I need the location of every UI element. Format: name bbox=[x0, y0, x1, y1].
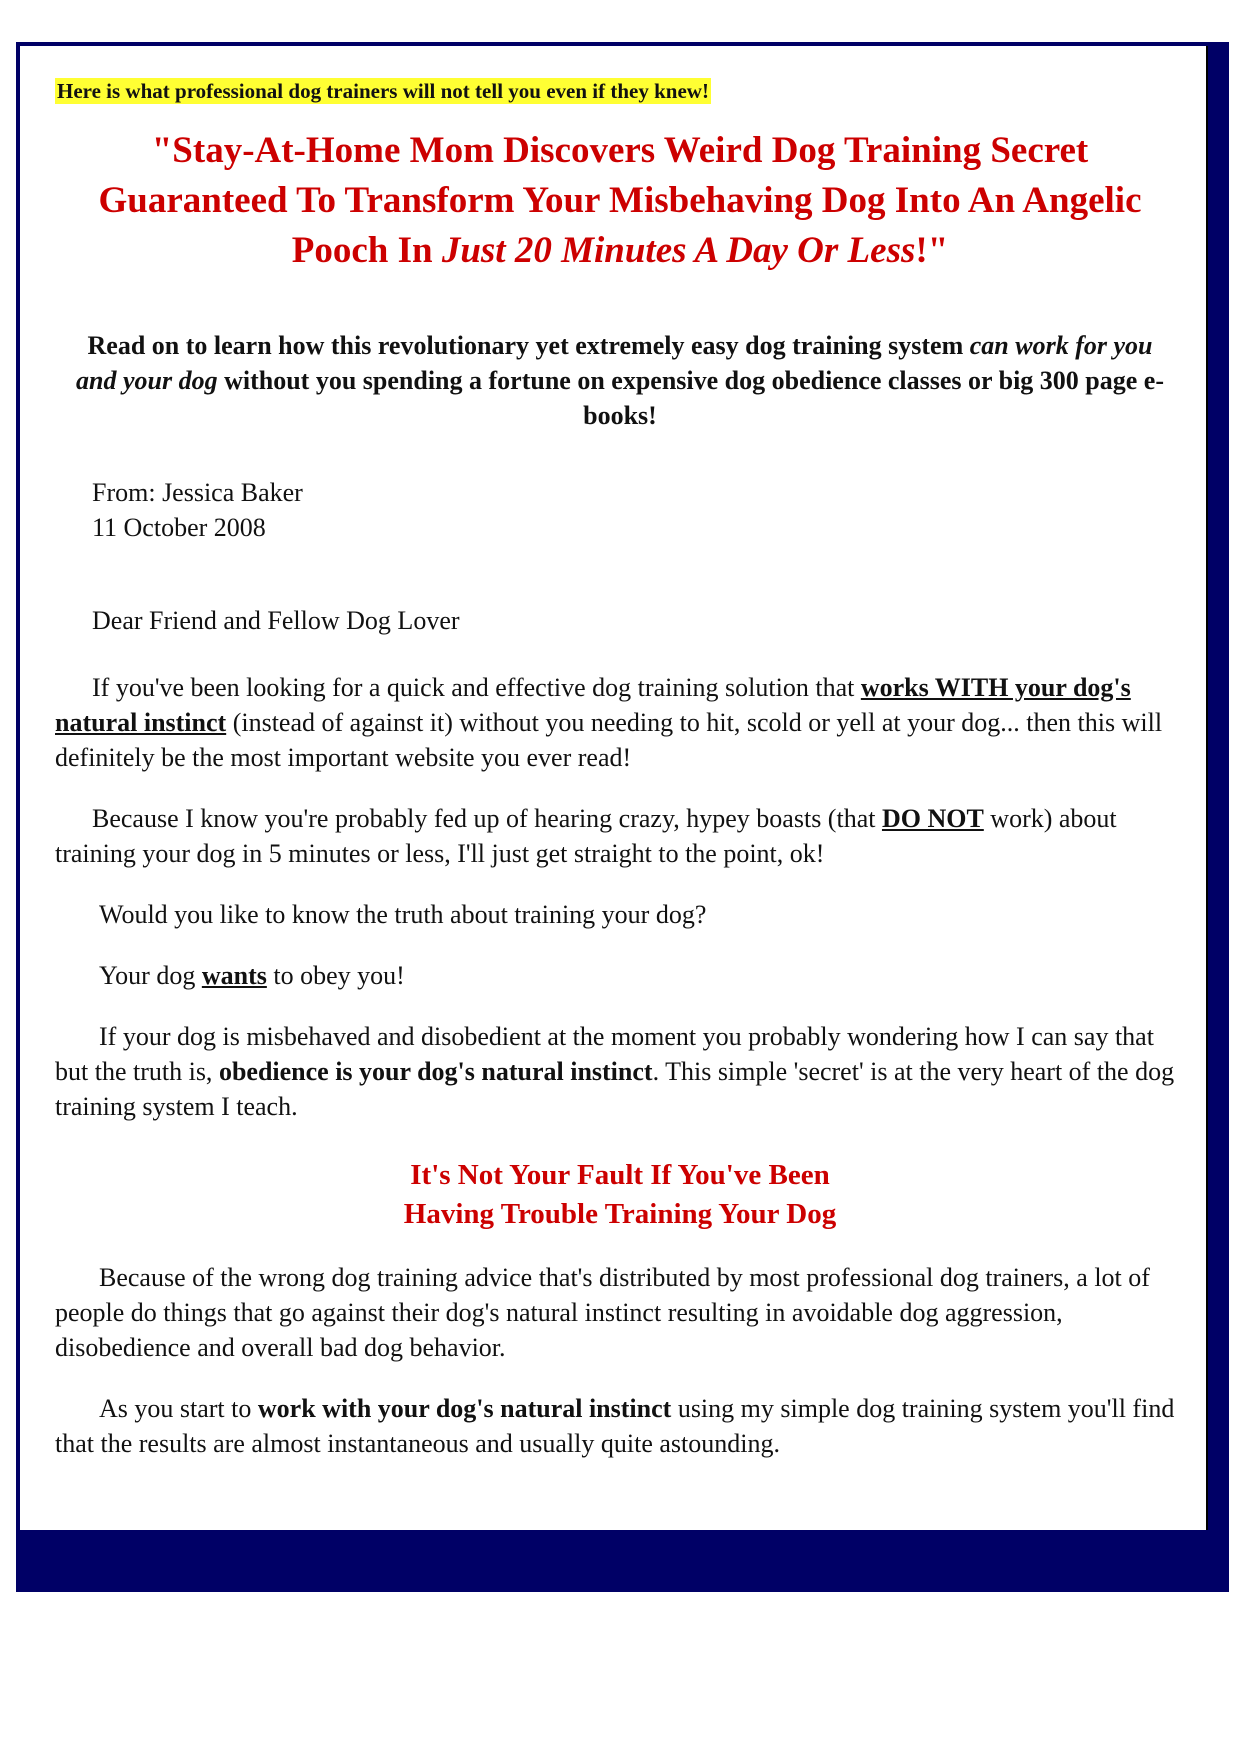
paragraph-7 bbox=[55, 1391, 1185, 1461]
p7-bold: work with your dog's natural instinct bbox=[257, 1394, 672, 1423]
headline-italic: Just 20 Minutes A Day Or Less bbox=[441, 230, 916, 271]
headline-part2: !" bbox=[915, 230, 949, 271]
section-heading-line2: Having Trouble Training Your Dog bbox=[403, 1198, 837, 1230]
teaser-highlight: Here is what professional dog trainers will not tell you even if they knew! bbox=[57, 79, 709, 103]
subhead-part2: without you spending a fortune on expensive dog obedience classes or big 300 page e-books! bbox=[217, 366, 1164, 430]
section-heading bbox=[55, 1156, 1185, 1234]
teaser-line bbox=[55, 78, 1185, 104]
p7-text-b: using my simple dog training system you'll find that the results are almost instantaneous and usually quite astounding. bbox=[55, 1394, 1175, 1458]
headline-part1: "Stay-At-Home Mom Discovers Weird Dog Training Secret Guaranteed To Transform Your Misbehaving Dog Into An Angelic Pooch In bbox=[98, 130, 1142, 271]
author-line: From: Jessica Baker bbox=[92, 478, 303, 507]
p7-text-a: As you start to bbox=[99, 1394, 258, 1423]
p4-text-b: to obey you! bbox=[266, 961, 405, 990]
p2-text-b: work) about training your dog in 5 minutes or less, I'll just get straight to the point, ok! bbox=[55, 804, 1117, 868]
letter-body bbox=[55, 78, 1185, 1461]
paragraph-2 bbox=[55, 801, 1185, 871]
paragraph-1 bbox=[55, 670, 1185, 775]
subhead-italic: can work for you and your dog bbox=[76, 331, 1153, 395]
p5-bold: obedience is your dog's natural instinct bbox=[218, 1057, 653, 1086]
p1-text-a: If you've been looking for a quick and effective dog training solution that bbox=[92, 673, 861, 702]
p4-text-a: Your dog bbox=[99, 961, 202, 990]
main-headline bbox=[55, 126, 1185, 276]
from-block bbox=[55, 475, 1185, 545]
salutation: Dear Friend and Fellow Dog Lover bbox=[92, 606, 460, 635]
p2-text-a: Because I know you're probably fed up of hearing crazy, hypey boasts (that bbox=[92, 804, 882, 833]
paragraph-5 bbox=[55, 1019, 1185, 1124]
date-line: 11 October 2008 bbox=[92, 513, 266, 542]
subheadline bbox=[65, 328, 1175, 433]
p2-underlined: DO NOT bbox=[881, 804, 984, 833]
paragraph-4 bbox=[55, 958, 1185, 993]
p1-text-b: (instead of against it) without you needing to hit, scold or yell at your dog... then this will definitely be the most important website you ever read! bbox=[55, 708, 1163, 772]
section-heading-line1: It's Not Your Fault If You've Been bbox=[410, 1159, 830, 1191]
p1-underlined: works WITH your dog's natural instinct bbox=[55, 673, 1131, 737]
p5-text-b: . This simple 'secret' is at the very heart of the dog training system I teach. bbox=[55, 1057, 1175, 1121]
content-panel bbox=[20, 46, 1208, 1530]
subhead-part1: Read on to learn how this revolutionary yet extremely easy dog training system bbox=[87, 331, 970, 360]
p4-underlined: wants bbox=[201, 961, 267, 990]
paragraph-3: Would you like to know the truth about training your dog? bbox=[99, 900, 707, 929]
p5-text-a: If your dog is misbehaved and disobedient at the moment you probably wondering how I can say that but the truth is, bbox=[55, 1022, 1154, 1086]
paragraph-6: Because of the wrong dog training advice that's distributed by most professional dog trainers, a lot of people do things that go against their dog's natural instinct resulting in avoidable dog aggression, disobedience and overall bad dog behavior. bbox=[55, 1263, 1150, 1362]
